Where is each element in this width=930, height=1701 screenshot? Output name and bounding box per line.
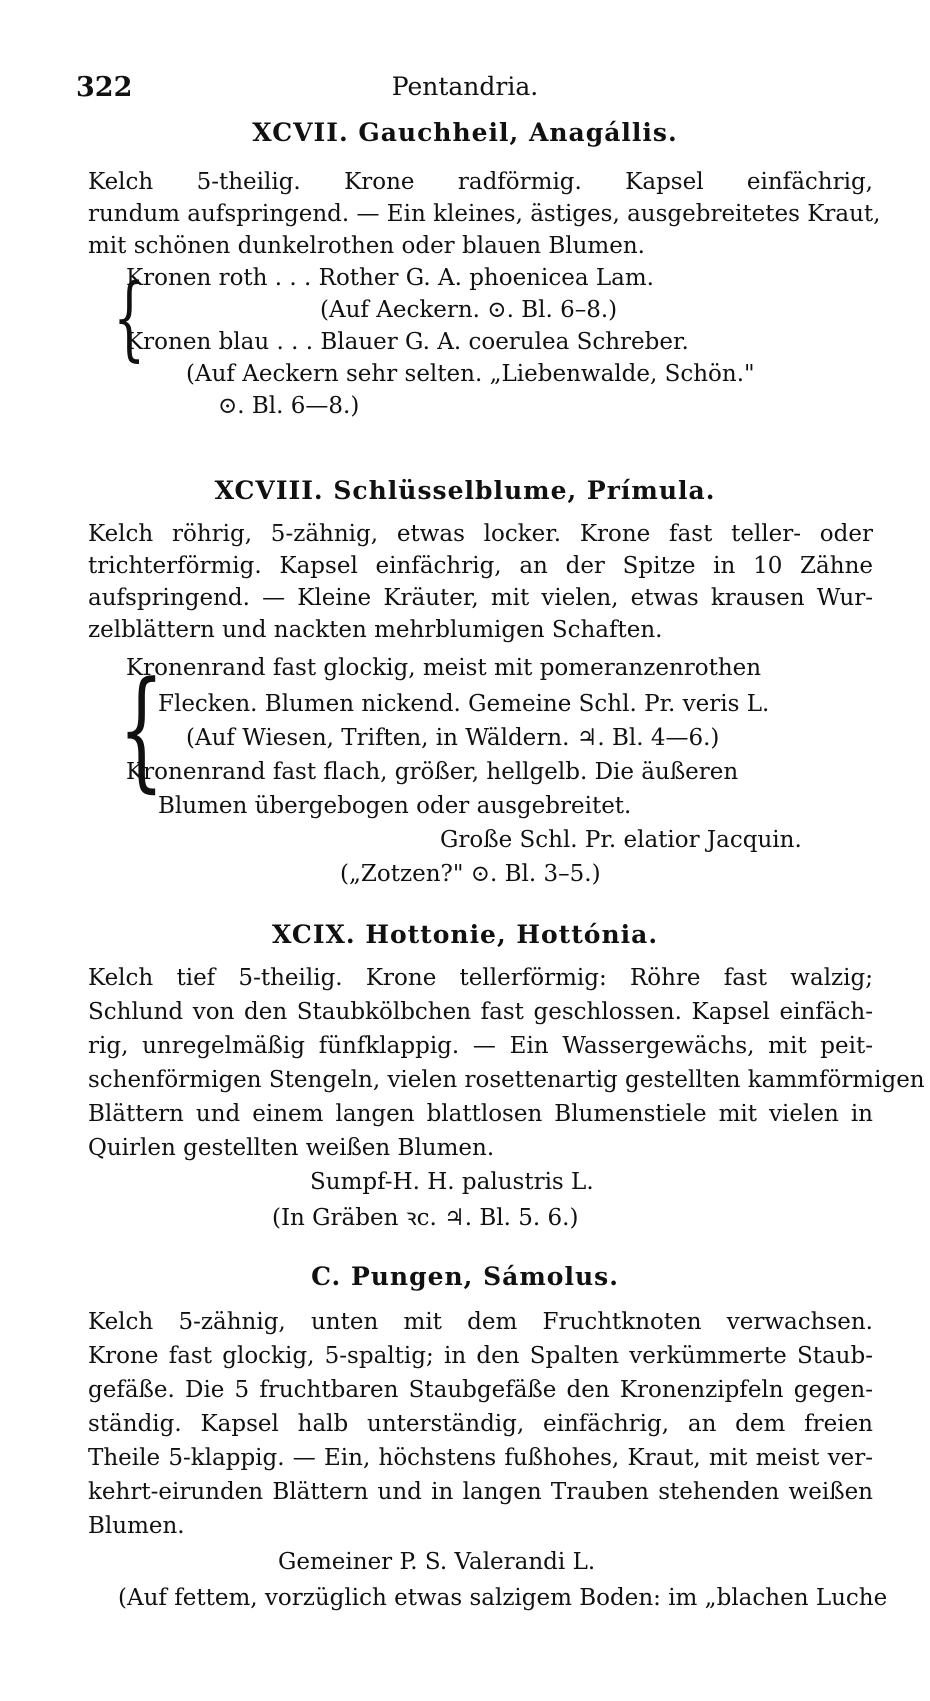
body-line: schenförmigen Stengeln, vielen rosettenartig gestellten kammförmigen — [88, 1067, 925, 1093]
body-line: rundum aufspringend. — Ein kleines, ästiges, ausgebreitetes Kraut, — [88, 201, 881, 227]
body-line: Blättern und einem langen blattlosen Blumenstiele mit vielen in — [88, 1101, 873, 1127]
running-header — [0, 66, 930, 106]
species-line: Gemeiner P. S. Valerandi L. — [278, 1549, 596, 1575]
species-note: (Auf Wiesen, Triften, in Wäldern. ♃. Bl. 4—6.) — [186, 725, 720, 751]
species-line: Kronen blau . . . Blauer G. A. coerulea Schreber. — [126, 329, 689, 355]
body-line: Kelch röhrig, 5-zähnig, etwas locker. Krone fast teller- oder — [88, 521, 873, 547]
body-line: Kelch tief 5-theilig. Krone tellerförmig: Röhre fast walzig; — [88, 965, 873, 991]
species-line: Blumen übergebogen oder ausgebreitet. — [158, 793, 632, 819]
body-line: Krone fast glockig, 5-spaltig; in den Spalten verkümmerte Staub- — [88, 1343, 873, 1369]
body-line: ständig. Kapsel halb unterständig, einfächrig, an dem freien — [88, 1411, 873, 1437]
species-note: (Auf fettem, vorzüglich etwas salzigem Boden: im „blachen Luche — [118, 1585, 888, 1611]
species-line: Große Schl. Pr. elatior Jacquin. — [440, 827, 802, 853]
body-line: Quirlen gestellten weißen Blumen. — [88, 1135, 495, 1161]
species-line: Kronenrand fast glockig, meist mit pomeranzenrothen — [126, 655, 762, 681]
body-line: gefäße. Die 5 fruchtbaren Staubgefäße den Kronenzipfeln gegen- — [88, 1377, 873, 1403]
page-number: 322 — [76, 72, 133, 103]
body-line: rig, unregelmäßig fünfklappig. — Ein Wassergewächs, mit peit- — [88, 1033, 873, 1059]
species-line: Sumpf-H. H. palustris L. — [310, 1169, 594, 1195]
species-line: Flecken. Blumen nickend. Gemeine Schl. Pr. veris L. — [158, 691, 770, 717]
species-line: Kronenrand fast flach, größer, hellgelb. Die äußeren — [126, 759, 739, 785]
species-note: („Zotzen?" ⊙. Bl. 3–5.) — [340, 861, 601, 887]
body-line: kehrt-eirunden Blättern und in langen Trauben stehenden weißen — [88, 1479, 873, 1505]
species-note: (In Gräben ꝛc. ♃. Bl. 5. 6.) — [272, 1205, 579, 1231]
brace-glyph: { — [113, 264, 146, 371]
body-line: Schlund von den Staubkölbchen fast geschlossen. Kapsel einfäch- — [88, 999, 873, 1025]
species-note: (Auf Aeckern. ⊙. Bl. 6–8.) — [320, 297, 618, 323]
brace-glyph: { — [118, 653, 165, 805]
body-line: aufspringend. — Kleine Kräuter, mit vielen, etwas krausen Wur- — [88, 585, 873, 611]
species-note: (Auf Aeckern sehr selten. „Liebenwalde, Schön." — [186, 361, 755, 387]
body-line: trichterförmig. Kapsel einfächrig, an der Spitze in 10 Zähne — [88, 553, 873, 579]
section-heading: XCIX. Hottonie, Hottónia. — [271, 920, 659, 949]
body-line: Blumen. — [88, 1513, 185, 1539]
body-line: Kelch 5-theilig. Krone radförmig. Kapsel einfächrig, — [88, 169, 873, 195]
species-line: Kronen roth . . . Rother G. A. phoenicea Lam. — [126, 265, 654, 291]
body-line: mit schönen dunkelrothen oder blauen Blumen. — [88, 233, 645, 259]
running-title: Pentandria. — [391, 72, 539, 101]
body-line: Theile 5-klappig. — Ein, höchstens fußhohes, Kraut, mit meist ver- — [88, 1445, 873, 1471]
body-line: Kelch 5-zähnig, unten mit dem Fruchtknoten verwachsen. — [88, 1309, 873, 1335]
species-note: ⊙. Bl. 6—8.) — [218, 393, 360, 419]
section-heading: XCVII. Gauchheil, Anagállis. — [252, 118, 678, 147]
section-heading: XCVIII. Schlüsselblume, Prímula. — [214, 476, 716, 505]
body-line: zelblättern und nackten mehrblumigen Schaften. — [88, 617, 663, 643]
section-heading: C. Pungen, Sámolus. — [311, 1262, 619, 1291]
